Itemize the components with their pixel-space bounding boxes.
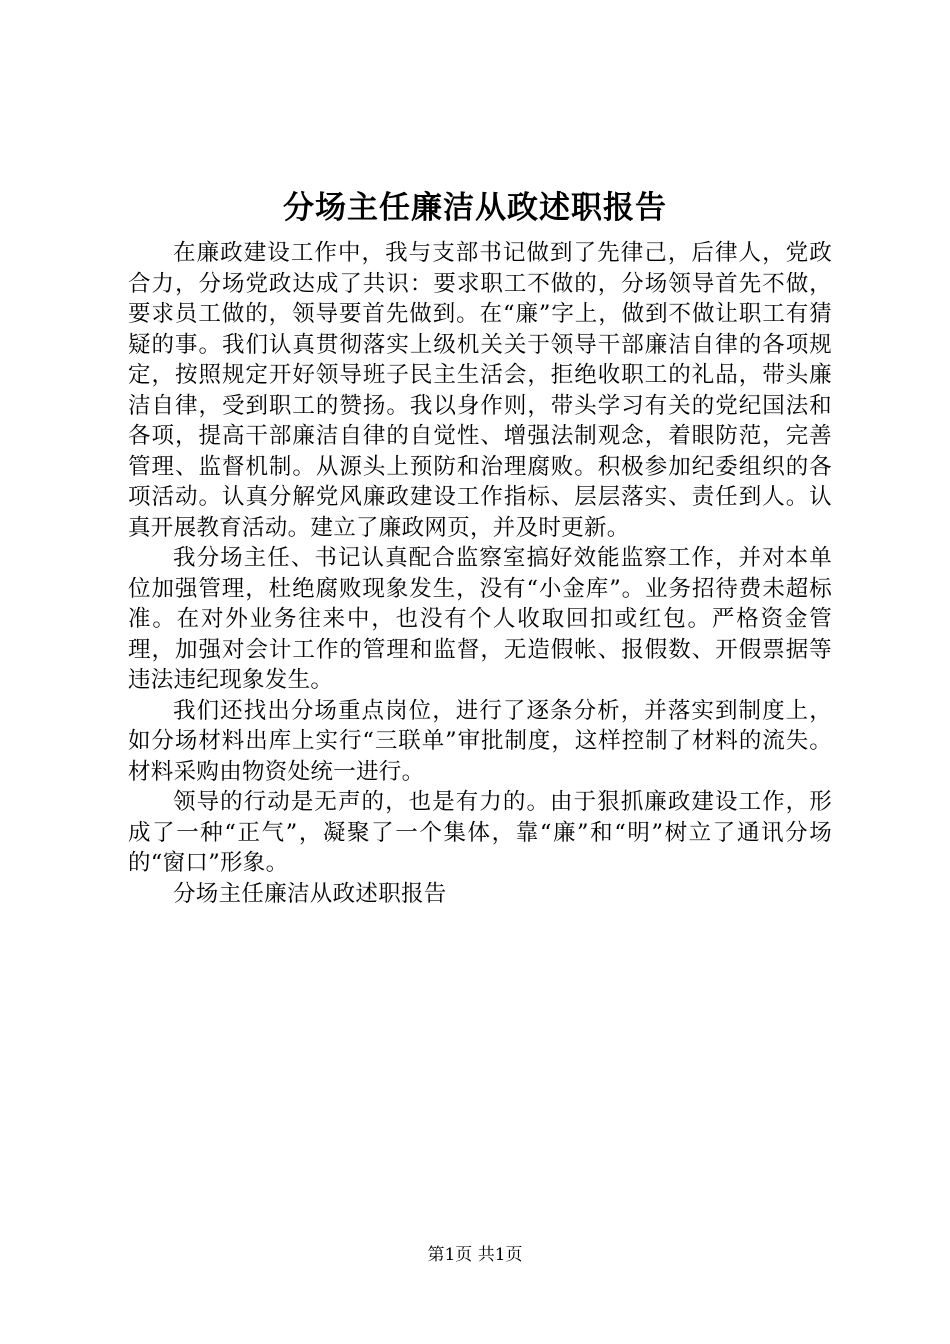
- paragraph-5: 分场主任廉洁从政述职报告: [173, 880, 447, 907]
- page-footer: 第1页 共1页: [427, 1245, 523, 1265]
- paragraph-2: 我分场主任、书记认真配合监察室搞好效能监察工作，并对本单位加强管理，杜绝腐败现象发生，没有“小金库”。业务招待费未超标准。在对外业务往来中，也没有个人收取回扣或红包。严格资金管理，加强对会计工作的管理和监督，无造假帐、报假数、开假票据等违法违纪现象发生。: [128, 545, 832, 693]
- paragraph-4: 领导的行动是无声的，也是有力的。由于狠抓廉政建设工作，形成了一种“正气”，凝聚了一个集体，靠“廉”和“明”树立了通讯分场的“窗口”形象。: [128, 789, 832, 876]
- document-title: 分场主任廉洁从政述职报告: [283, 190, 667, 226]
- document-body: [128, 238, 832, 909]
- paragraph-3: 我们还找出分场重点岗位，进行了逐条分析，并落实到制度上，如分场材料出库上实行“三联单”审批制度，这样控制了材料的流失。材料采购由物资处统一进行。: [128, 697, 832, 785]
- paragraph-1: 在廉政建设工作中，我与支部书记做到了先律己，后律人，党政合力，分场党政达成了共识：要求职工不做的，分场领导首先不做，要求员工做的，领导要首先做到。在“廉”字上，做到不做让职工有猜疑的事。我们认真贯彻落实上级机关关于领导干部廉洁自律的各项规定，按照规定开好领导班子民主生活会，拒绝收职工的礼品，带头廉洁自律，受到职工的赞扬。我以身作则，带头学习有关的党纪国法和各项，提高干部廉洁自律的自觉性、增强法制观念，着眼防范，完善管理、监督机制。从源头上预防和治理腐败。积极参加纪委组织的各项活动。认真分解党风廉政建设工作指标、层层落实、责任到人。认真开展教育活动。建立了廉政网页，并及时更新。: [128, 240, 832, 541]
